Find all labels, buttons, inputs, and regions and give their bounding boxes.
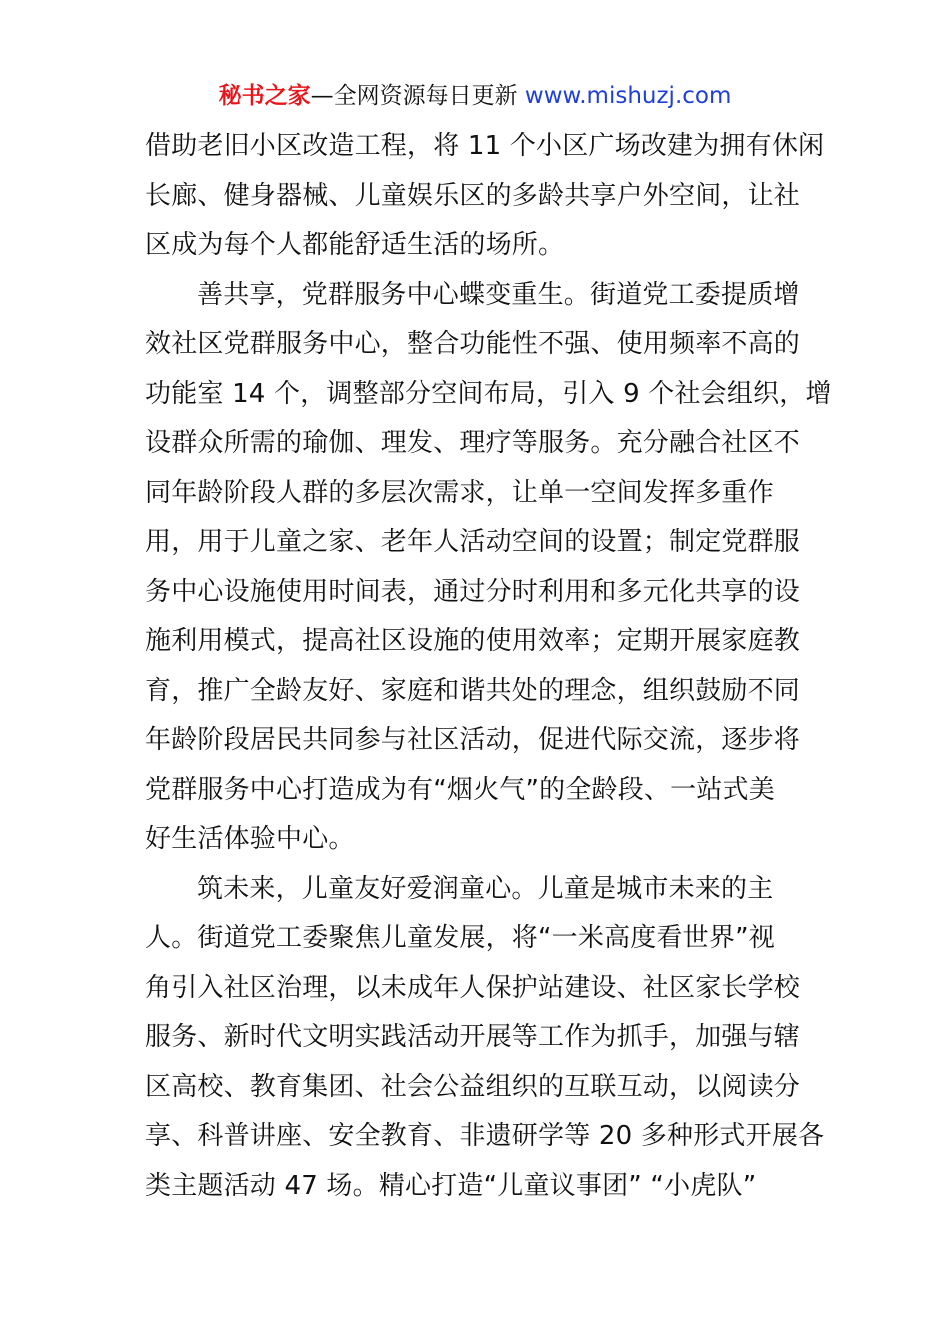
site-header: [0, 80, 950, 112]
paragraph-start-line: 善共享，党群服务中心蝶变重生。街道党工委提质增: [197, 279, 800, 310]
text-line: 党群服务中心打造成为有“烟火气”的全龄段、一站式美: [145, 774, 775, 805]
document-body: [145, 122, 832, 1211]
text-line: 好生活体验中心。: [145, 824, 355, 854]
text-line: 施利用模式，提高社区设施的使用效率；定期开展家庭教: [145, 626, 801, 656]
text-line: 角引入社区治理，以未成年人保护站建设、社区家长学校: [145, 972, 801, 1003]
text-line: 区高校、教育集团、社会公益组织的互联互动，以阅读分: [145, 1071, 801, 1102]
text-line: 享、科普讲座、安全教育、非遗研学等 20 多种形式开展各: [145, 1121, 825, 1151]
site-url-link[interactable]: www.mishuzj.com: [524, 83, 732, 109]
paragraph-start-line: 筑未来，儿童友好爱润童心。儿童是城市未来的主: [197, 873, 774, 904]
text-line: 区成为每个人都能舒适生活的场所。: [145, 230, 565, 260]
text-line: 育，推广全龄友好、家庭和谐共处的理念，组织鼓励不同: [145, 675, 801, 706]
text-line: 设群众所需的瑜伽、理发、理疗等服务。充分融合社区不: [145, 428, 801, 458]
text-line: 类主题活动 47 场。精心打造“儿童议事团” “小虎队”: [145, 1170, 757, 1201]
text-line: 人。街道党工委聚焦儿童发展，将“一米高度看世界”视: [145, 923, 775, 953]
text-line: 效社区党群服务中心，整合功能性不强、使用频率不高的: [145, 329, 801, 359]
text-line: 年龄阶段居民共同参与社区活动，促进代际交流，逐步将: [145, 725, 801, 755]
text-line: 服务、新时代文明实践活动开展等工作为抓手，加强与辖: [145, 1022, 801, 1052]
text-line: 长廊、健身器械、儿童娱乐区的多龄共享户外空间，让社: [145, 180, 801, 211]
text-line: 用，用于儿童之家、老年人活动空间的设置；制定党群服: [145, 527, 801, 557]
text-line: 功能室 14 个，调整部分空间布局，引入 9 个社会组织，增: [145, 378, 832, 409]
text-line: 同年龄阶段人群的多层次需求，让单一空间发挥多重作: [145, 477, 774, 508]
text-line: 借助老旧小区改造工程，将 11 个小区广场改建为拥有休闲: [145, 131, 825, 161]
text-line: 务中心设施使用时间表，通过分时利用和多元化共享的设: [145, 576, 801, 607]
brand-name: 秘书之家: [218, 83, 311, 109]
header-tagline: —全网资源每日更新: [310, 83, 525, 109]
